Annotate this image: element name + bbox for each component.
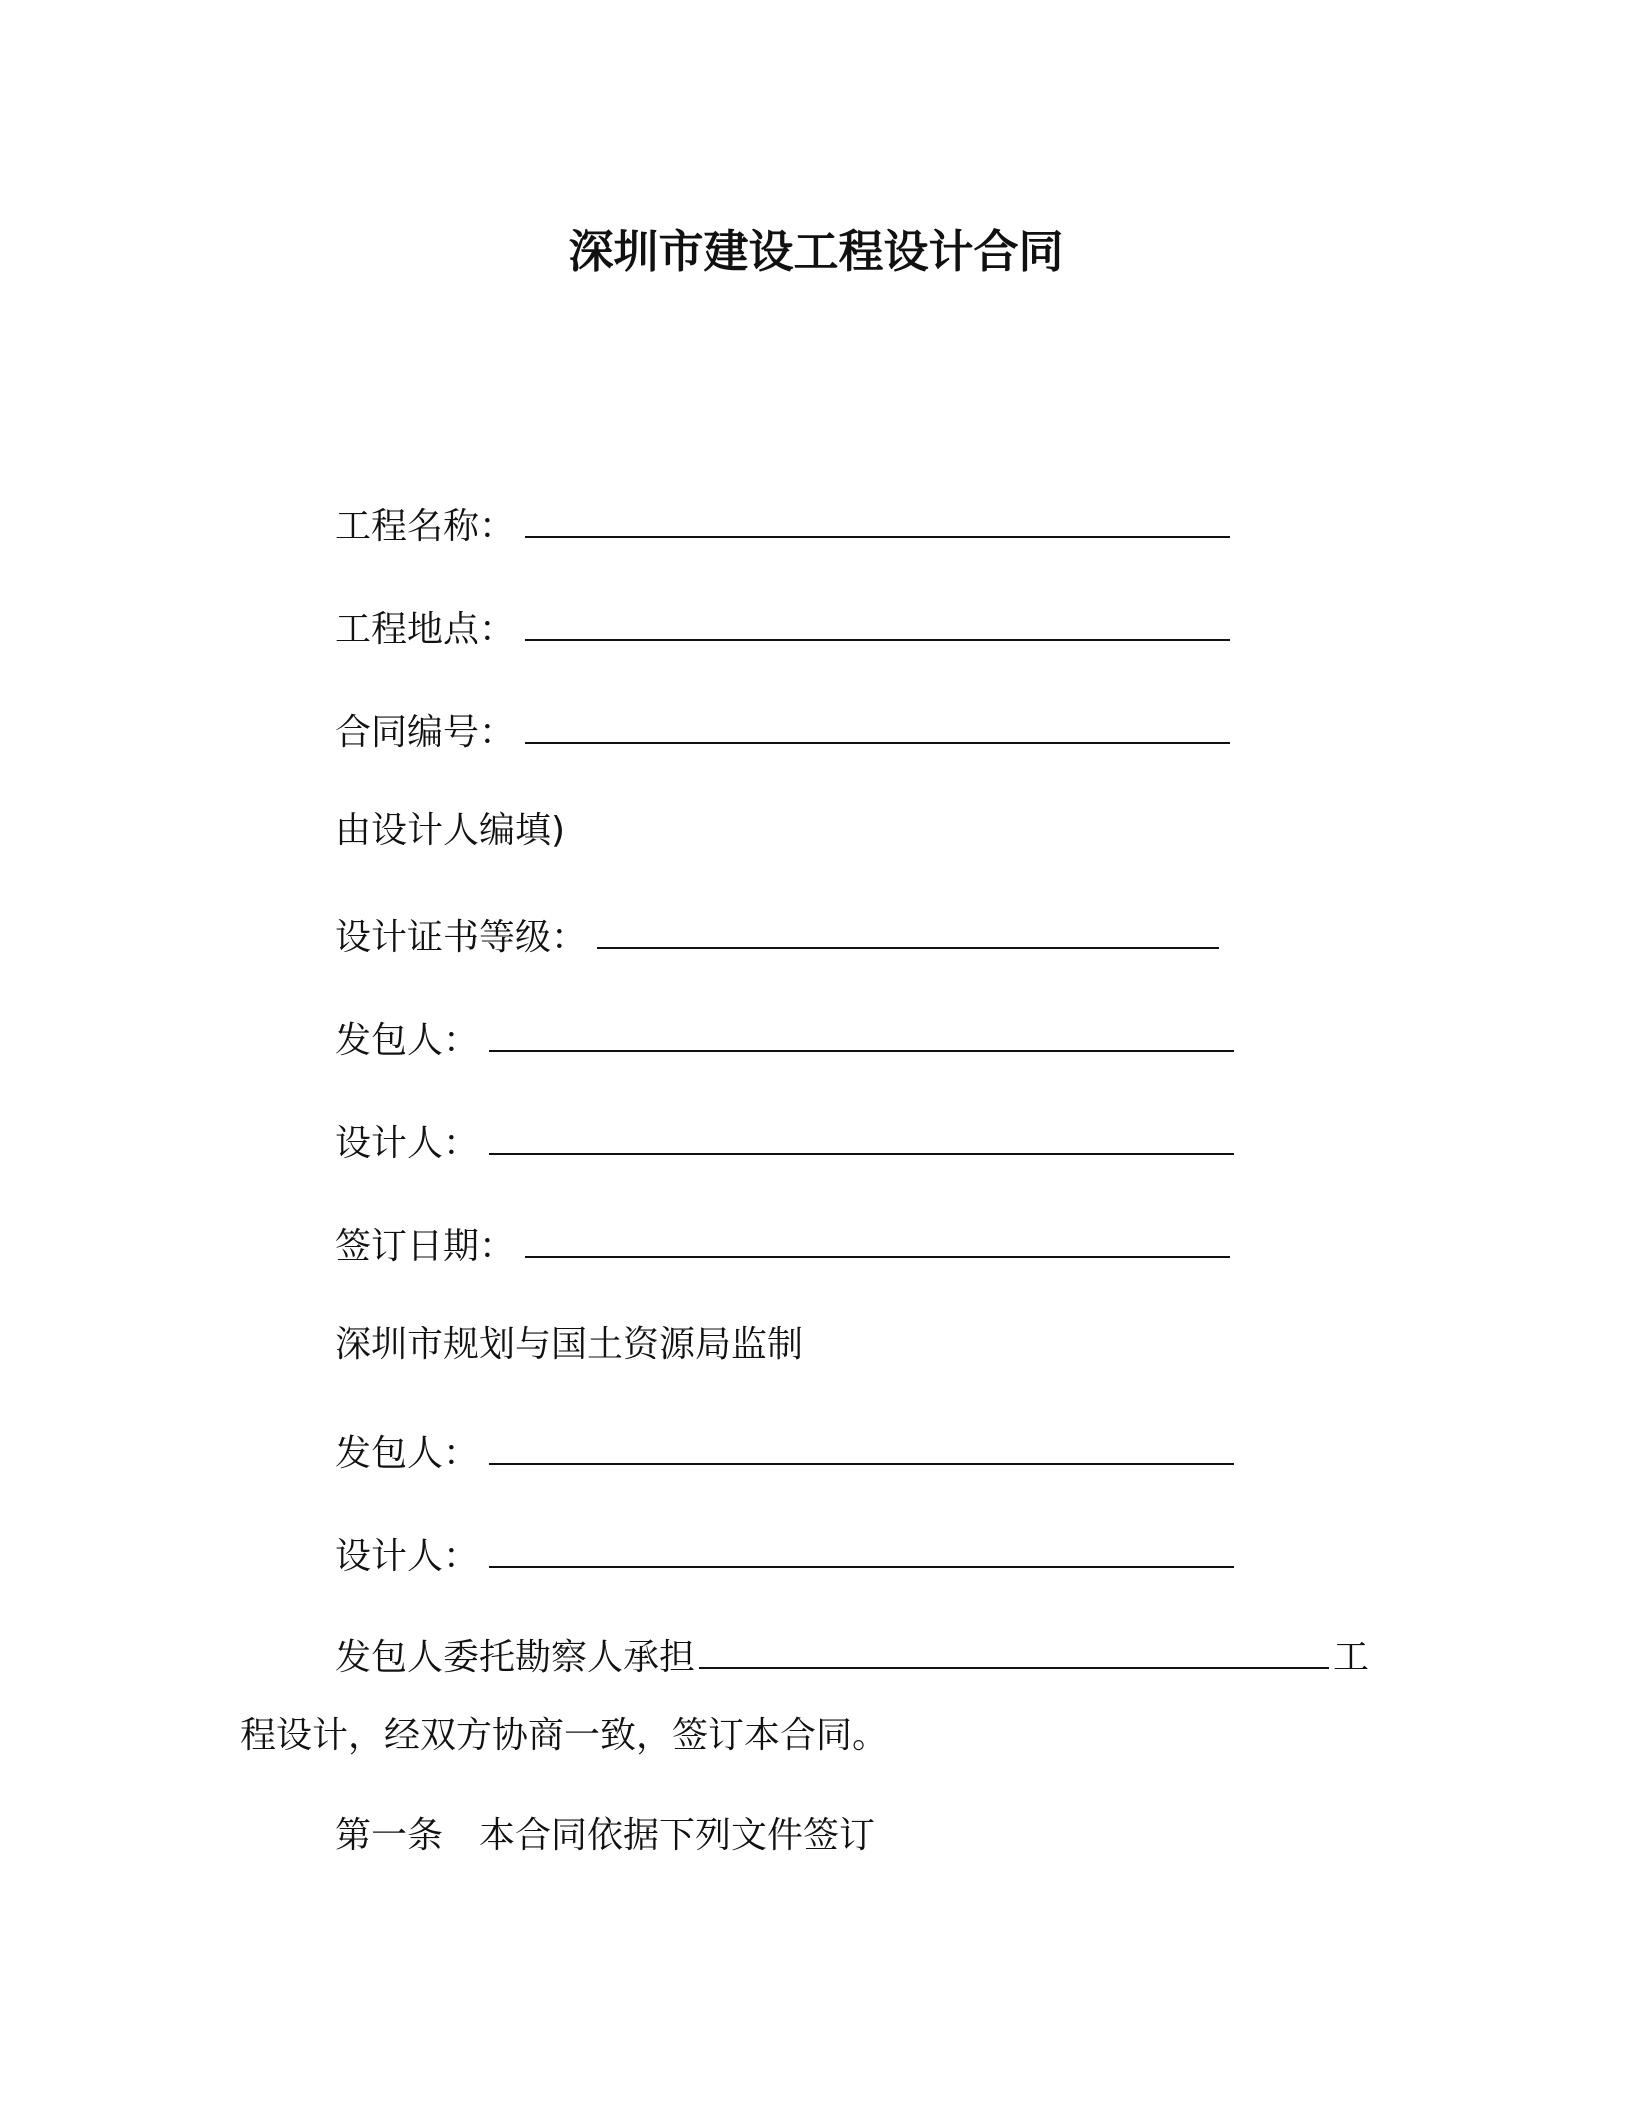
field-label: 合同编号： xyxy=(335,712,516,753)
blank-line xyxy=(489,1433,1234,1465)
blank-line xyxy=(489,1123,1234,1155)
field-label: 签订日期： xyxy=(335,1226,516,1267)
supervisor-text: 深圳市规划与国土资源局监制 xyxy=(335,1324,804,1365)
article-1-label: 第一条 xyxy=(335,1815,444,1856)
blank-line xyxy=(489,1020,1234,1052)
blank-line xyxy=(597,917,1219,949)
field-designer-bottom xyxy=(335,1533,1234,1581)
field-label: 工程地点： xyxy=(335,609,516,650)
entrust-prefix: 发包人委托勘察人承担 xyxy=(335,1637,696,1678)
field-project-name xyxy=(335,503,1230,551)
blank-line xyxy=(525,609,1230,641)
article-1 xyxy=(335,1812,875,1860)
field-label: 发包人： xyxy=(335,1433,480,1474)
field-label: 设计人： xyxy=(335,1536,480,1577)
field-label: 设计人： xyxy=(335,1123,480,1164)
entrust-suffix: 工 xyxy=(1333,1637,1370,1678)
field-employer xyxy=(335,1017,1234,1065)
entrust-paragraph xyxy=(240,1634,1390,1760)
page-title: 深圳市建设工程设计合同 xyxy=(568,225,1064,278)
blank-line xyxy=(525,1226,1230,1258)
field-sign-date xyxy=(335,1223,1230,1271)
blank-line xyxy=(489,1536,1234,1568)
field-project-location xyxy=(335,606,1230,654)
blank-line xyxy=(525,712,1230,744)
field-label: 发包人： xyxy=(335,1020,480,1061)
blank-line xyxy=(525,506,1230,538)
entrust-second-line: 程设计，经双方协商一致，签订本合同。 xyxy=(240,1715,889,1756)
field-employer-bottom xyxy=(335,1430,1234,1478)
field-label: 设计证书等级： xyxy=(335,917,588,958)
blank-line xyxy=(699,1637,1329,1669)
field-designer xyxy=(335,1120,1234,1168)
field-label: 工程名称： xyxy=(335,506,516,547)
article-1-text: 本合同依据下列文件签订 xyxy=(479,1815,876,1856)
note-by-designer: 由设计人编填) xyxy=(335,810,566,851)
field-certificate-level xyxy=(335,914,1219,962)
field-contract-number xyxy=(335,709,1230,757)
